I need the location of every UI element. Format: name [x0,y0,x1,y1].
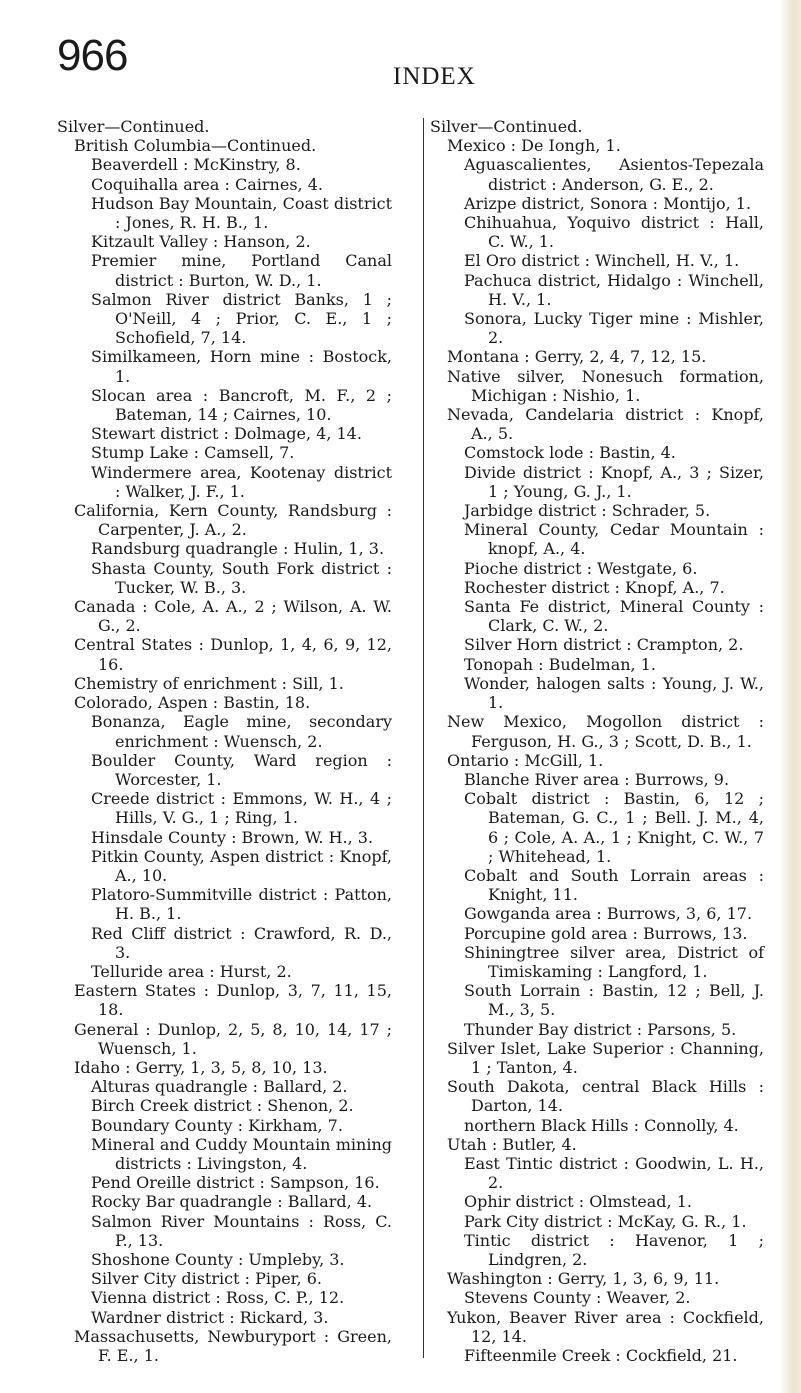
index-entry: Hudson Bay Mountain, Coast district : Jones, R. H. B., 1. [91,193,392,233]
index-entry: Eastern States : Dunlop, 3, 7, 11, 15, 18. [74,981,392,1020]
index-entry: South Lorrain : Bastin, 12 ; Bell, J. M., 3, 5. [464,981,764,1020]
index-entry: Pitkin County, Aspen district : Knopf, A., 10. [91,846,392,885]
index-entry: Bonanza, Eagle mine, secondary enrichment : Wuensch, 2. [91,712,392,751]
index-entry: Stewart district : Dolmage, 4, 14. [91,424,362,444]
page-number: 966 [57,31,128,80]
index-entry: Cobalt district : Bastin, 6, 12 ; Bateman, G. C., 1 ; Bell. J. M., 4, 6 ; Cole, A. A., 1 ; Knight, C. W., 7 ; Whitehead, 1. [464,789,764,866]
index-entry: Chemistry of enrichment : Sill, 1. [74,673,344,693]
index-entry: Shasta County, South Fork district : Tucker, W. B., 3. [91,558,392,597]
index-entry: Similkameen, Horn mine : Bostock, 1. [91,347,392,386]
index-entry: Tonopah : Budelman, 1. [464,654,656,674]
index-entry: East Tintic district : Goodwin, L. H., 2. [464,1153,764,1193]
index-entry: Nevada, Candelaria district : Knopf, A., 5. [447,405,764,444]
index-entry: Telluride area : Hurst, 2. [91,961,292,981]
index-entry: Massachusetts, Newburyport : Green, F. E., 1. [74,1326,392,1365]
index-entry: Boundary County : Kirkham, 7. [91,1115,343,1135]
index-entry: Aguascalientes, Asientos-Tepezala district : Anderson, G. E., 2. [464,155,764,194]
index-entry: Blanche River area : Burrows, 9. [464,769,730,789]
index-entry: Silver City district : Piper, 6. [91,1269,322,1289]
index-entry: Santa Fe district, Mineral County : Clark, C. W., 2. [464,597,764,636]
index-entry: Gowganda area : Burrows, 3, 6, 17. [464,904,753,924]
index-entry: Salmon River Mountains : Ross, C. P., 13. [91,1211,392,1250]
index-entry: Salmon River district Banks, 1 ; O'Neill, 4 ; Prior, C. E., 1 ; Schofield, 7, 14. [91,289,392,348]
index-entry: Coquihalla area : Cairnes, 4. [91,174,323,194]
index-entry: South Dakota, central Black Hills : Darton, 14. [447,1077,764,1116]
index-entry: Shiningtree silver area, District of Timiskaming : Langford, 1. [464,942,764,981]
index-entry: British Columbia—Continued. [74,136,317,156]
index-entry: Creede district : Emmons, W. H., 4 ; Hills, V. G., 1 ; Ring, 1. [91,789,392,828]
index-entry: Pachuca district, Hidalgo : Winchell, H. V., 1. [464,270,764,309]
index-entry: Comstock lode : Bastin, 4. [464,443,676,463]
index-entry: Alturas quadrangle : Ballard, 2. [91,1077,348,1097]
index-entry: Rocky Bar quadrangle : Ballard, 4. [91,1192,373,1212]
column-divider [423,118,424,1358]
index-entry: Shoshone County : Umpleby, 3. [91,1249,345,1269]
index-entry: El Oro district : Winchell, H. V., 1. [464,251,740,271]
index-entry: New Mexico, Mogollon district : Ferguson, H. G., 3 ; Scott, D. B., 1. [447,712,764,751]
index-entry: northern Black Hills : Connolly, 4. [464,1115,739,1135]
index-entry: California, Kern County, Randsburg : Carpenter, J. A., 2. [74,501,392,540]
index-entry: Silver—Continued. [430,117,583,136]
index-entry: Pend Oreille district : Sampson, 16. [91,1173,380,1193]
index-entry: Mexico : De Iongh, 1. [447,136,621,156]
index-entry: Sonora, Lucky Tiger mine : Mishler, 2. [464,309,764,348]
index-entry: Cobalt and South Lorrain areas : Knight, 11. [464,865,764,905]
index-entry: Kitzault Valley : Hanson, 2. [91,232,311,252]
index-entry: Wardner district : Rickard, 3. [91,1307,329,1327]
index-entry: Boulder County, Ward region : Worcester, 1. [91,750,392,789]
index-entry: Wonder, halogen salts : Young, J. W., 1. [464,673,764,713]
index-entry: Birch Creek district : Shenon, 2. [91,1096,354,1116]
index-entry: Arizpe district, Sonora : Montijo, 1. [464,193,752,213]
index-entry: Pioche district : Westgate, 6. [464,558,698,578]
index-entry: Premier mine, Portland Canal district : Burton, W. D., 1. [91,251,392,290]
index-entry: Randsburg quadrangle : Hulin, 1, 3. [91,539,385,559]
index-entry: Platoro-Summitville district : Patton, H. B., 1. [91,885,392,924]
index-entry: Chihuahua, Yoquivo district : Hall, C. W., 1. [464,213,764,252]
index-column-left [57,117,392,1365]
index-entry: Beaverdell : McKinstry, 8. [91,155,301,175]
index-entry: Native silver, Nonesuch formation, Michigan : Nishio, 1. [447,366,764,405]
index-entry: Tintic district : Havenor, 1 ; Lindgren, 2. [464,1230,764,1269]
index-entry: Montana : Gerry, 2, 4, 7, 12, 15. [447,347,707,367]
index-column-right [430,117,764,1365]
index-entry: Central States : Dunlop, 1, 4, 6, 9, 12, 16. [74,635,392,674]
index-entry: Park City district : McKay, G. R., 1. [464,1211,747,1231]
index-entry: Mineral County, Cedar Mountain : knopf, A., 4. [464,520,764,559]
index-entry: Fifteenmile Creek : Cockfield, 21. [464,1346,738,1365]
index-entry: Ontario : McGill, 1. [447,750,604,770]
index-entry: Stevens County : Weaver, 2. [464,1288,691,1308]
index-entry: Hinsdale County : Brown, W. H., 3. [91,827,374,847]
index-entry: Yukon, Beaver River area : Cockfield, 12, 14. [447,1307,764,1346]
index-entry: General : Dunlop, 2, 5, 8, 10, 14, 17 ; Wuensch, 1. [74,1019,392,1058]
page-title: INDEX [393,63,476,90]
index-entry: Washington : Gerry, 1, 3, 6, 9, 11. [447,1269,720,1289]
index-entry: Jarbidge district : Schrader, 5. [464,501,711,521]
index-entry: Ophir district : Olmstead, 1. [464,1192,692,1212]
page-edge-shading [779,0,801,1393]
index-entry: Utah : Butler, 4. [447,1134,577,1154]
index-entry: Canada : Cole, A. A., 2 ; Wilson, A. W. G., 2. [74,597,392,636]
index-entry: Idaho : Gerry, 1, 3, 5, 8, 10, 13. [74,1057,328,1077]
index-entry: Red Cliff district : Crawford, R. D., 3. [91,923,392,962]
index-entry: Rochester district : Knopf, A., 7. [464,577,725,597]
index-entry: Windermere area, Kootenay district : Walker, J. F., 1. [91,462,392,501]
index-entry: Colorado, Aspen : Bastin, 18. [74,693,311,713]
index-entry: Slocan area : Bancroft, M. F., 2 ; Bateman, 14 ; Cairnes, 10. [91,385,392,425]
index-entry: Silver Islet, Lake Superior : Channing, 1 ; Tanton, 4. [447,1038,764,1077]
index-entry: Mineral and Cuddy Mountain mining districts : Livingston, 4. [91,1134,392,1173]
index-entry: Divide district : Knopf, A., 3 ; Sizer, 1 ; Young, G. J., 1. [464,462,764,501]
index-entry: Silver Horn district : Crampton, 2. [464,635,744,655]
index-entry: Porcupine gold area : Burrows, 13. [464,923,748,943]
index-entry: Silver—Continued. [57,117,210,136]
index-entry: Vienna district : Ross, C. P., 12. [91,1288,345,1308]
index-entry: Stump Lake : Camsell, 7. [91,443,295,463]
index-entry: Thunder Bay district : Parsons, 5. [464,1019,737,1039]
